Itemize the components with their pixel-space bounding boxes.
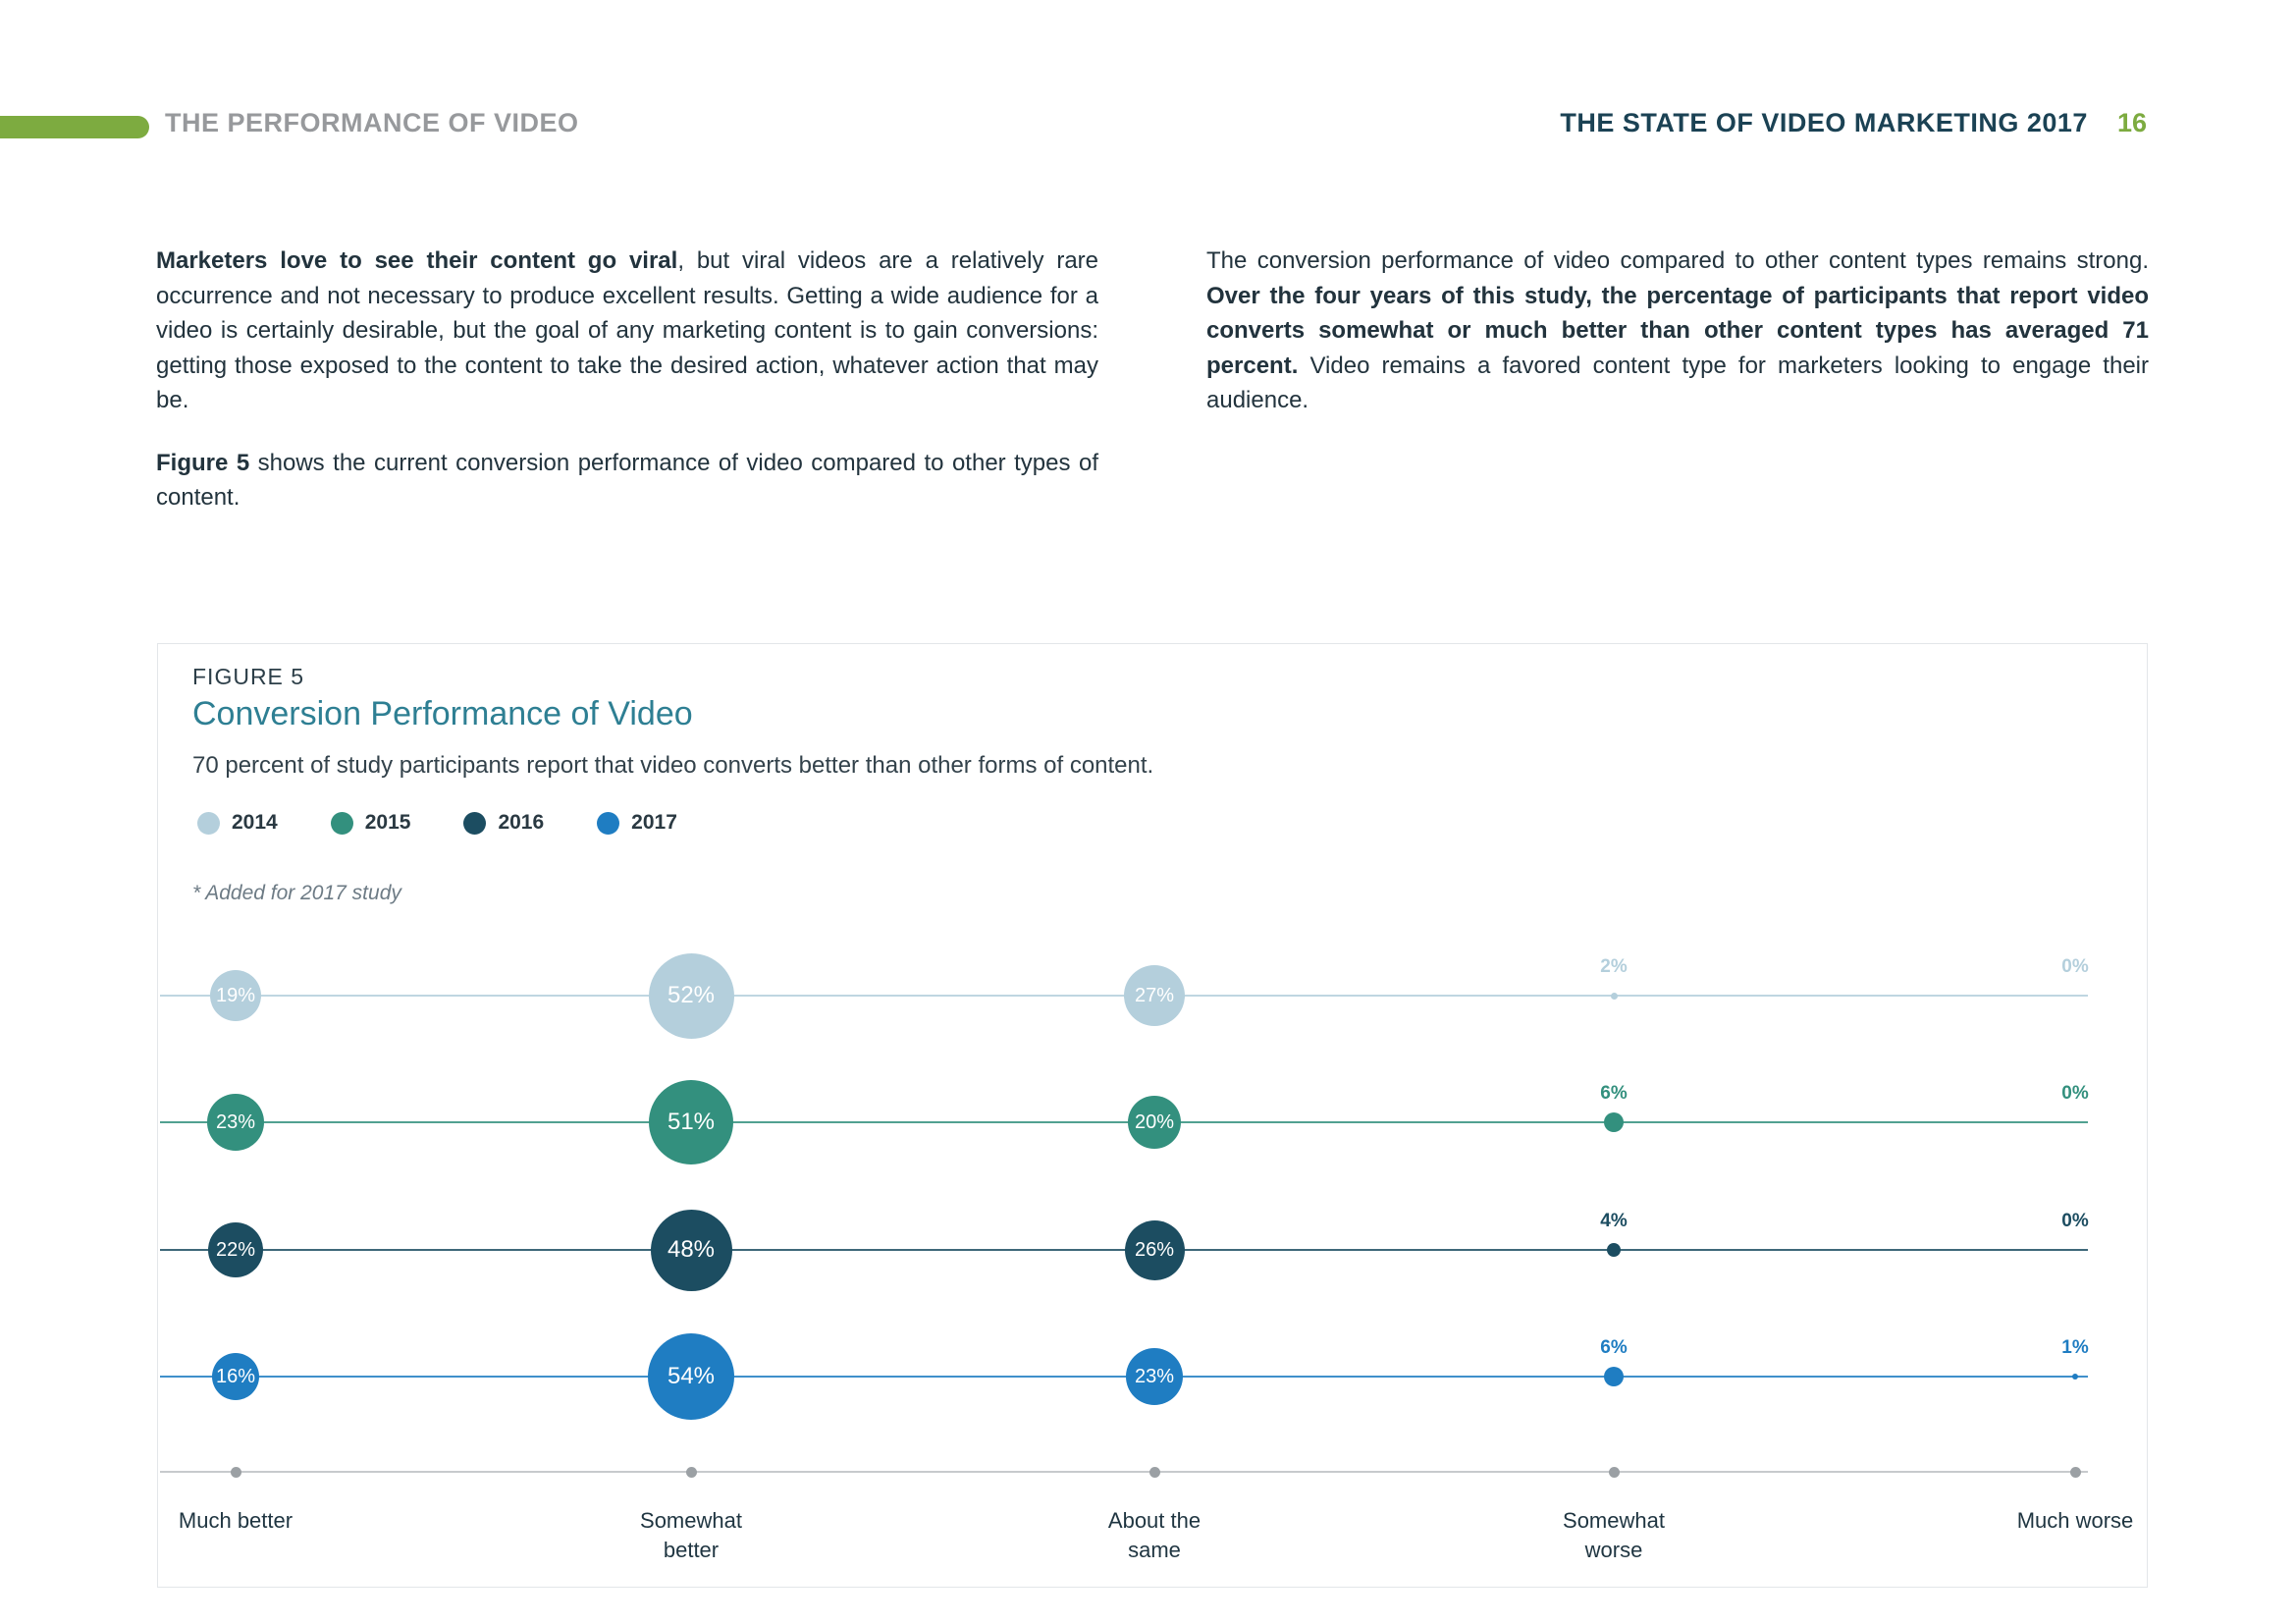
axis-tick	[686, 1467, 697, 1478]
bubble: 48%	[651, 1210, 732, 1291]
chart-legend	[197, 811, 677, 835]
figure-title: Conversion Performance of Video	[192, 695, 693, 732]
figure-box	[157, 643, 2148, 1588]
category-label: Somewhat better	[640, 1508, 742, 1562]
value-label: 0%	[2061, 1211, 2089, 1231]
intro-left-column	[156, 244, 1098, 543]
legend-item-2015	[331, 811, 411, 835]
legend-item-2017	[597, 811, 677, 835]
bubble-chart	[158, 939, 2147, 1587]
axis-tick	[2070, 1467, 2081, 1478]
category-label: Much better	[178, 1508, 294, 1533]
axis-tick	[1609, 1467, 1620, 1478]
value-label: 1%	[2061, 1337, 2089, 1358]
bubble: 19%	[210, 970, 261, 1021]
bubble: 22%	[208, 1222, 263, 1277]
body-text: , but viral videos are a relatively rare occurrence and not necessary to produce excellent results. Getting a wide audience for a video is certainly desirable, but the goal of any marketing content is to gain conversions: getting those exposed to the content to take the desired action, whatever action that may be.	[156, 247, 1099, 414]
page-number: 16	[2116, 108, 2147, 137]
bold-text: Marketers love to see their content go viral	[156, 247, 678, 274]
bubble: 20%	[1128, 1096, 1181, 1149]
bubble: 23%	[207, 1094, 264, 1151]
series-line-2017	[160, 1376, 2088, 1378]
figure-note: * Added for 2017 study	[192, 882, 401, 904]
value-label: 0%	[2061, 956, 2089, 977]
bubble-small	[1611, 993, 1618, 1000]
bold-text: Over the four years of this study, the percentage of participants that report video converts somewhat or much better than other content types has averaged 71 percent.	[1206, 282, 2149, 379]
legend-dot	[463, 812, 486, 835]
bubble-small	[1604, 1112, 1624, 1132]
body-text: shows the current conversion performance of video compared to other types of content.	[156, 449, 1098, 512]
figure-label: FIGURE 5	[192, 664, 305, 689]
legend-label: 2017	[631, 811, 677, 834]
legend-dot	[197, 812, 220, 835]
legend-dot	[331, 812, 353, 835]
category-label: Somewhat worse	[1563, 1508, 1665, 1562]
section-tag-bar	[0, 116, 149, 138]
legend-label: 2015	[364, 811, 411, 834]
report-title: THE STATE OF VIDEO MARKETING 2017	[1560, 108, 2088, 137]
paragraph	[156, 446, 1098, 515]
bubble-small	[1607, 1243, 1621, 1257]
x-axis	[160, 1471, 2088, 1473]
value-label: 4%	[1600, 1211, 1628, 1231]
body-text: The conversion performance of video compared to other content types remains strong.	[1206, 247, 2149, 274]
bubble: 51%	[649, 1080, 733, 1164]
value-label: 2%	[1600, 956, 1628, 977]
bubble: 54%	[648, 1333, 734, 1420]
bold-text: Figure 5	[156, 449, 250, 476]
axis-tick	[231, 1467, 241, 1478]
legend-item-2014	[197, 811, 278, 835]
bubble: 27%	[1124, 965, 1185, 1026]
series-line-2015	[160, 1121, 2088, 1123]
value-label: 6%	[1600, 1337, 1628, 1358]
intro-right-column	[1206, 244, 2149, 446]
figure-subtitle: 70 percent of study participants report that video converts better than other forms of content.	[192, 752, 1154, 779]
category-label: Much worse	[2016, 1508, 2134, 1533]
value-label: 6%	[1600, 1083, 1628, 1104]
bubble: 23%	[1126, 1348, 1183, 1405]
category-label: About the same	[1107, 1508, 1201, 1562]
value-label: 0%	[2061, 1083, 2089, 1104]
paragraph	[1206, 244, 2149, 418]
header-right	[1560, 108, 2147, 138]
section-title: THE PERFORMANCE OF VIDEO	[165, 108, 579, 137]
paragraph	[156, 244, 1098, 418]
bubble-small	[2072, 1374, 2078, 1380]
bubble: 26%	[1125, 1220, 1185, 1280]
bubble-small	[1604, 1367, 1624, 1386]
bubble: 16%	[212, 1353, 259, 1400]
legend-dot	[597, 812, 619, 835]
bubble: 52%	[649, 953, 734, 1039]
legend-item-2016	[463, 811, 544, 835]
body-text: Video remains a favored content type for marketers looking to engage their audience.	[1206, 352, 2149, 414]
legend-label: 2016	[498, 811, 545, 834]
legend-label: 2014	[232, 811, 278, 834]
axis-tick	[1149, 1467, 1160, 1478]
